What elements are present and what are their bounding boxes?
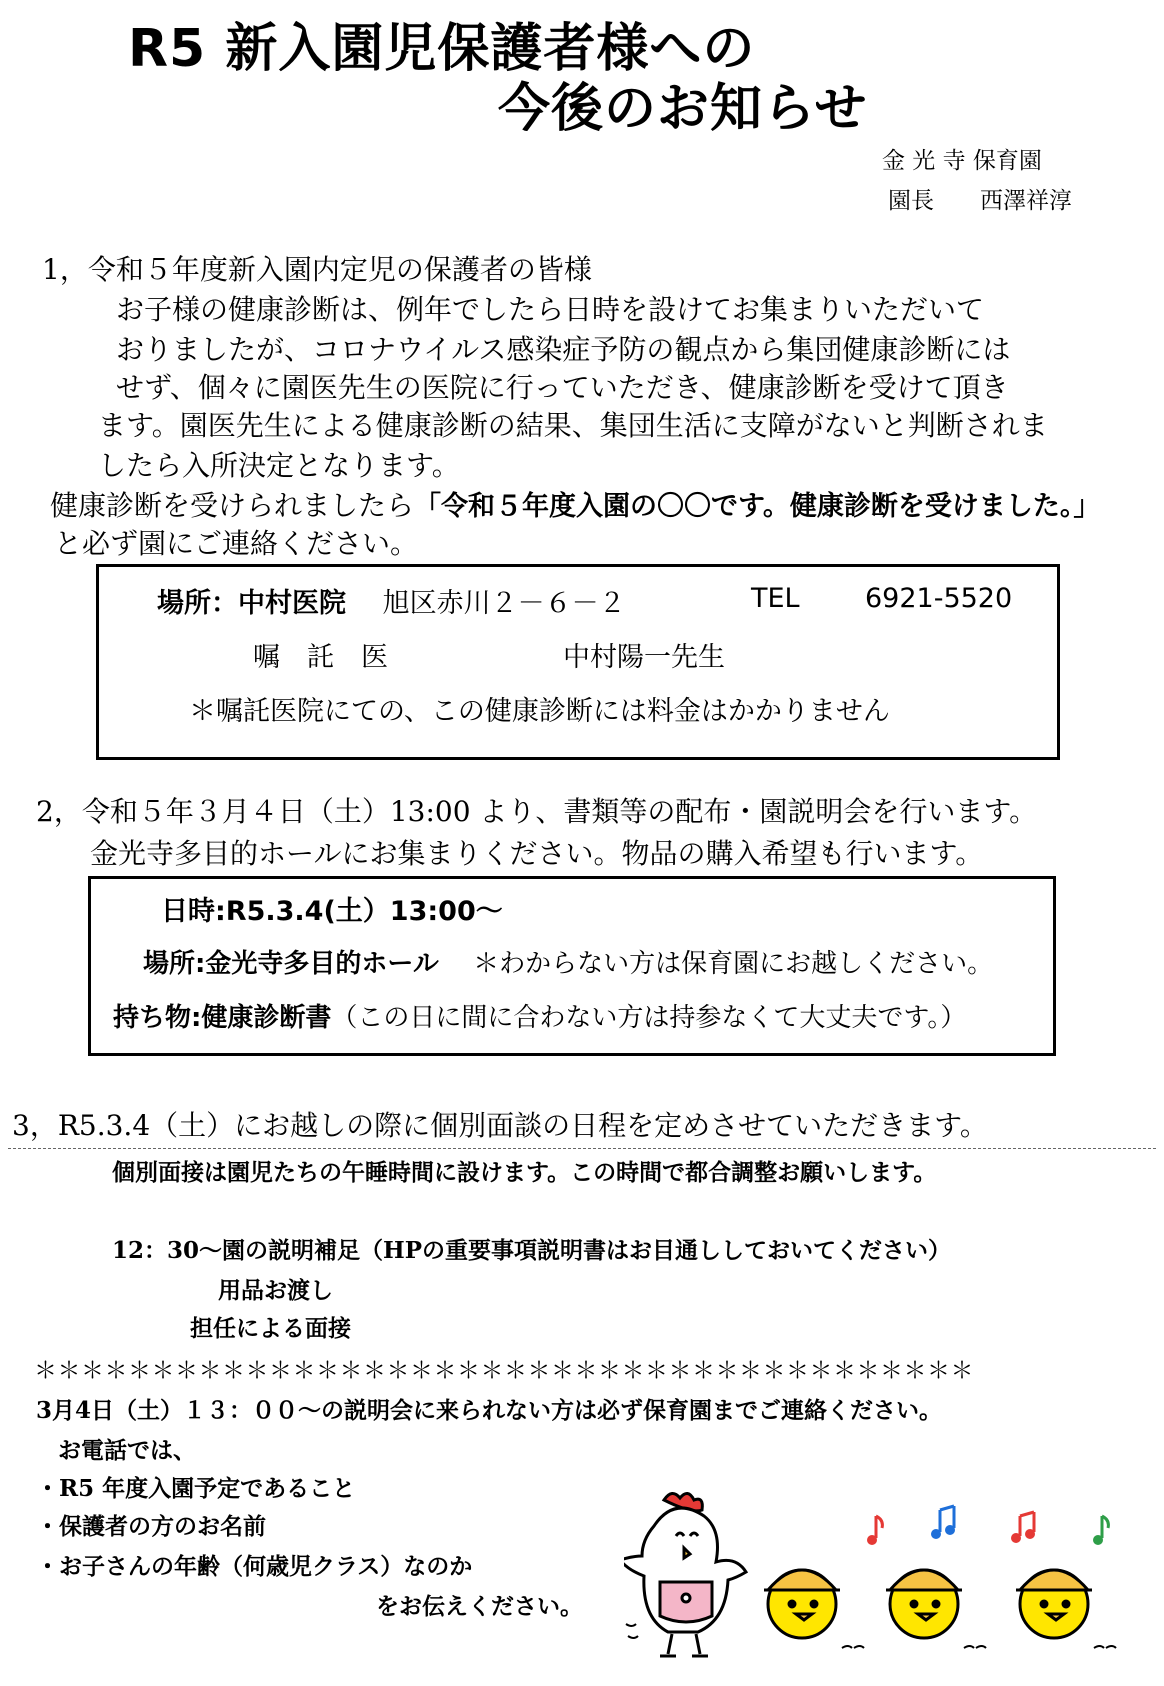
notice-bold: 「令和５年度入園の〇〇です。健康診断を受けました。」 xyxy=(414,491,1101,522)
chick-icon xyxy=(764,1570,864,1648)
meeting-items-label: 持ち物:健康診断書 xyxy=(113,1003,332,1033)
title-line2: 今後のお知らせ xyxy=(498,79,868,139)
hen-icon xyxy=(624,1493,746,1656)
notice-pre: 健康診断を受けられましたら xyxy=(50,489,415,522)
hen-and-chicks-illustration xyxy=(624,1486,1134,1670)
music-note-icon xyxy=(1011,1512,1035,1543)
schedule-item: 担任による面接 xyxy=(190,1315,351,1342)
section1-heading: 1，令和５年度新入園内定児の保護者の皆様 xyxy=(42,253,592,286)
issuer-name: 金 光 寺 保育園 xyxy=(882,148,1042,174)
meeting-place-label: 場所:金光寺多目的ホール xyxy=(143,949,439,979)
meeting-place-note: ＊わからない方は保育園にお越しください。 xyxy=(473,949,994,979)
chick-icon xyxy=(1016,1570,1116,1648)
clinic-address: 旭区赤川２－６－２ xyxy=(382,588,626,619)
bullet-item: ・お子さんの年齢（何歳児クラス）なのか xyxy=(36,1553,473,1580)
music-note-icon xyxy=(1093,1516,1108,1545)
section1-line: せず、個々に園医先生の医院に行っていただき、健康診断を受けて頂き xyxy=(116,371,1009,404)
meeting-box xyxy=(88,876,1056,1056)
dashed-divider xyxy=(8,1148,1156,1149)
meeting-items-note: （この日に間に合わない方は持参なくて大丈夫です。） xyxy=(331,1003,967,1033)
title-line1: R5 新入園児保護者様への xyxy=(128,19,756,79)
meeting-datetime: 日時:R5.3.4(土）13:00～ xyxy=(161,896,503,927)
interview-intro: 個別面接は園児たちの午睡時間に設けます。この時間で都合調整お願いします。 xyxy=(112,1159,937,1186)
clinic-tel-label: TEL xyxy=(751,583,800,614)
music-note-icon xyxy=(867,1516,882,1545)
clinic-box xyxy=(96,564,1060,760)
star-divider: ＊＊＊＊＊＊＊＊＊＊＊＊＊＊＊＊＊＊＊＊＊＊＊＊＊＊＊＊＊＊＊＊＊＊＊＊＊＊＊＊ xyxy=(34,1358,974,1384)
bullet-item: ・R5 年度入園予定であること xyxy=(36,1475,356,1502)
chick-icon xyxy=(886,1570,986,1648)
clinic-tel: 6921-5520 xyxy=(865,583,1013,614)
section1-notice xyxy=(50,484,1100,524)
issuer-director: 園長 西澤祥淳 xyxy=(888,188,1072,214)
clinic-note: ＊嘱託医院にての、この健康診断には料金はかかりません xyxy=(189,696,890,727)
section2-line2: 金光寺多目的ホールにお集まりください。物品の購入希望も行います。 xyxy=(90,837,984,870)
music-note-icon xyxy=(931,1506,955,1539)
doctor-label: 嘱 託 医 xyxy=(253,642,388,673)
section1-line: お子様の健康診断は、例年でしたら日時を設けてお集まりいただいて xyxy=(116,293,985,326)
schedule-item: 用品お渡し xyxy=(218,1277,333,1304)
section1-line: おりましたが、コロナウイルス感染症予防の観点から集団健康診断には xyxy=(116,333,1011,366)
section1-line: ます。園医先生による健康診断の結果、集団生活に支障がないと判断されま xyxy=(98,409,1048,442)
contact-notice: 3月4日（土）１３：００～の説明会に来られない方は必ず保育園までご連絡ください。 xyxy=(36,1397,943,1424)
schedule-item: 12：30～園の説明補足（HPの重要事項説明書はお目通ししておいてください） xyxy=(112,1237,952,1264)
section3-heading: 3，R5.3.4（土）にお越しの際に個別面談の日程を定めさせていただきます。 xyxy=(12,1109,988,1142)
section2-line1: 2，令和５年３月４日（土）13:00 より、書類等の配布・園説明会を行います。 xyxy=(36,795,1038,828)
closing-text: をお伝えください。 xyxy=(376,1593,583,1620)
clinic-place-label: 場所：中村医院 xyxy=(157,588,346,619)
section1-notice-post: と必ず園にご連絡ください。 xyxy=(54,527,419,560)
section1-line: したら入所決定となります。 xyxy=(98,449,460,482)
phone-intro: お電話では、 xyxy=(58,1437,196,1464)
doctor-name: 中村陽一先生 xyxy=(563,642,725,673)
bullet-item: ・保護者の方のお名前 xyxy=(36,1513,266,1540)
